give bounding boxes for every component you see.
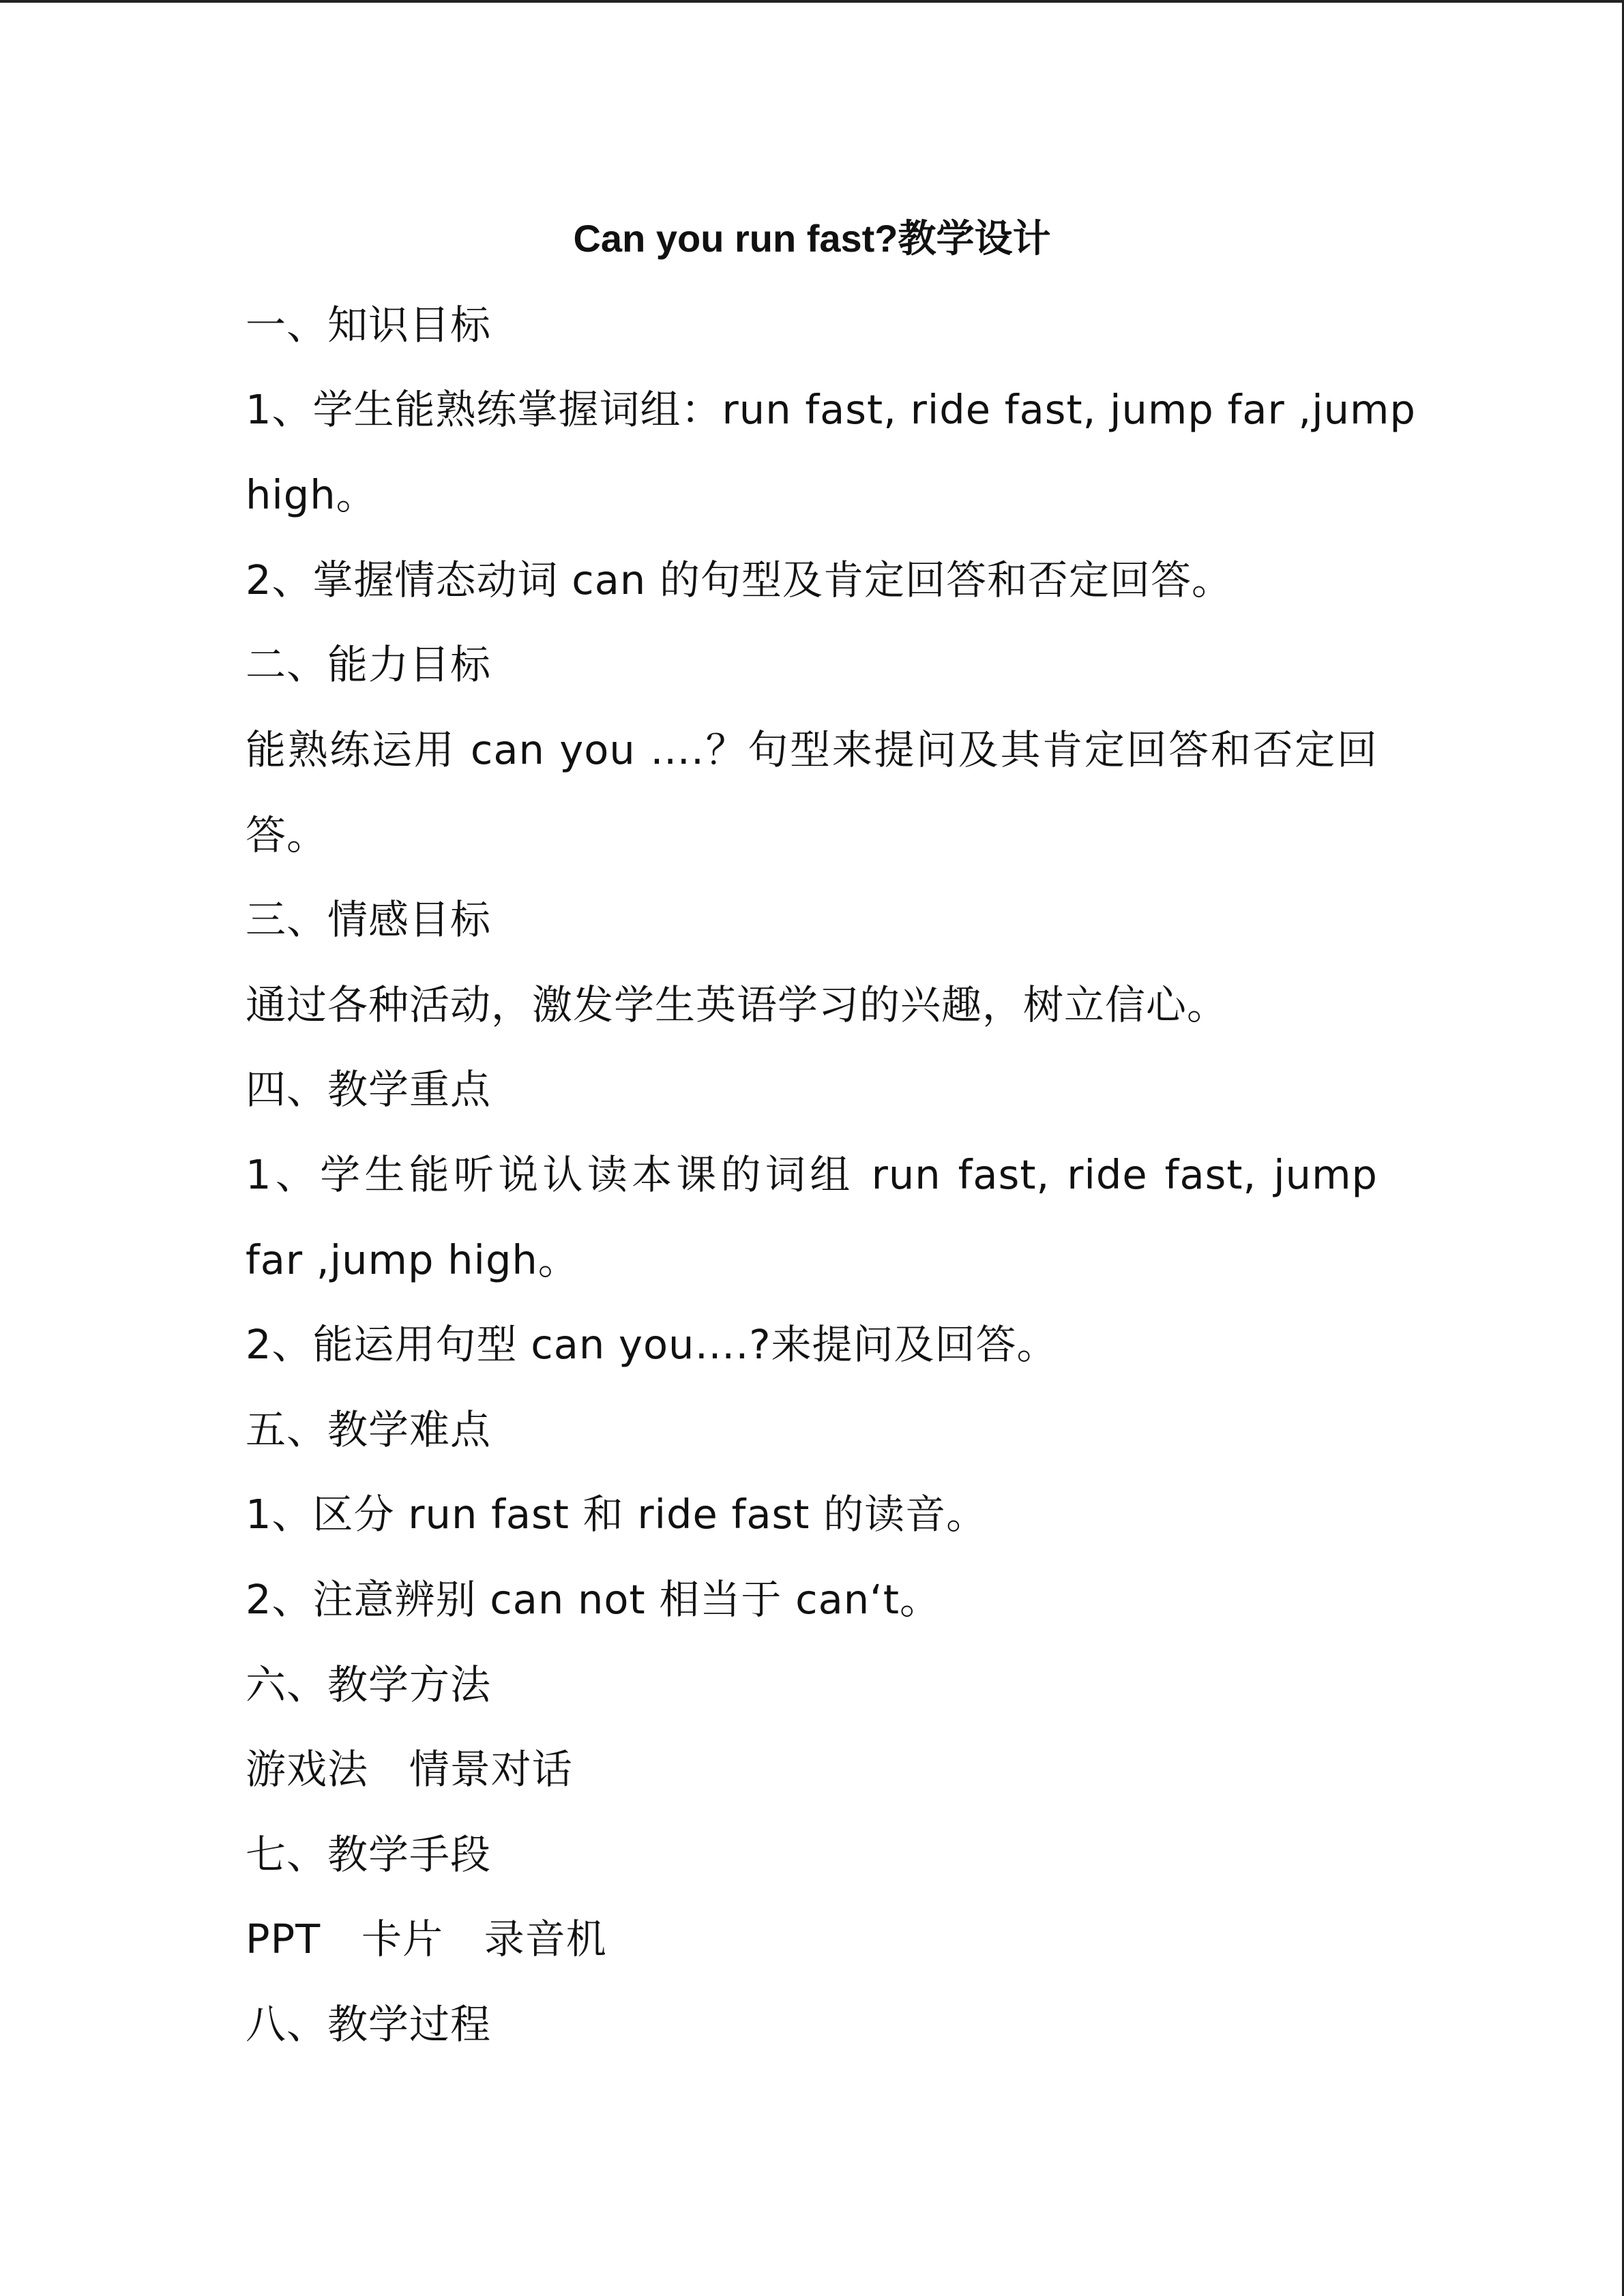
section-heading-key-points: 四、教学重点 <box>246 1066 492 1113</box>
paragraph-line: 2、能运用句型 can you….?来提问及回答。 <box>246 1321 1058 1368</box>
section-heading-knowledge-goals: 一、知识目标 <box>246 301 492 348</box>
paragraph-line: 游戏法 情景对话 <box>246 1746 573 1793</box>
section-heading-teaching-means: 七、教学手段 <box>246 1831 492 1878</box>
paragraph-line: 2、注意辨别 can not 相当于 can‘t。 <box>246 1576 941 1623</box>
paragraph-line: PPT 卡片 录音机 <box>246 1915 607 1963</box>
paragraph-line: far ,jump high。 <box>246 1236 579 1283</box>
section-heading-ability-goals: 二、能力目标 <box>246 641 492 688</box>
paragraph-line: high。 <box>246 471 377 518</box>
paragraph-line: 能熟练运用 can you ….？句型来提问及其肯定回答和否定回 <box>246 726 1378 773</box>
section-heading-difficult-points: 五、教学难点 <box>246 1406 492 1453</box>
paragraph-line: 通过各种活动，激发学生英语学习的兴趣，树立信心。 <box>246 981 1228 1028</box>
paragraph-line: 1、学生能熟练掌握词组：run fast, ride fast, jump far ,jump <box>246 386 1416 433</box>
paragraph-line: 答。 <box>246 811 328 859</box>
section-heading-teaching-process: 八、教学过程 <box>246 2001 492 2048</box>
paragraph-line: 2、掌握情态动词 can 的句型及肯定回答和否定回答。 <box>246 556 1233 603</box>
paragraph-line: 1、学生能听说认读本课的词组 run fast, ride fast, jump <box>246 1151 1378 1198</box>
section-heading-teaching-methods: 六、教学方法 <box>246 1661 492 1708</box>
section-heading-emotion-goals: 三、情感目标 <box>246 896 492 943</box>
document-title: Can you run fast?教学设计 <box>573 217 1051 260</box>
paragraph-line: 1、区分 run fast 和 ride fast 的读音。 <box>246 1491 988 1538</box>
page-top-border <box>0 0 1624 3</box>
